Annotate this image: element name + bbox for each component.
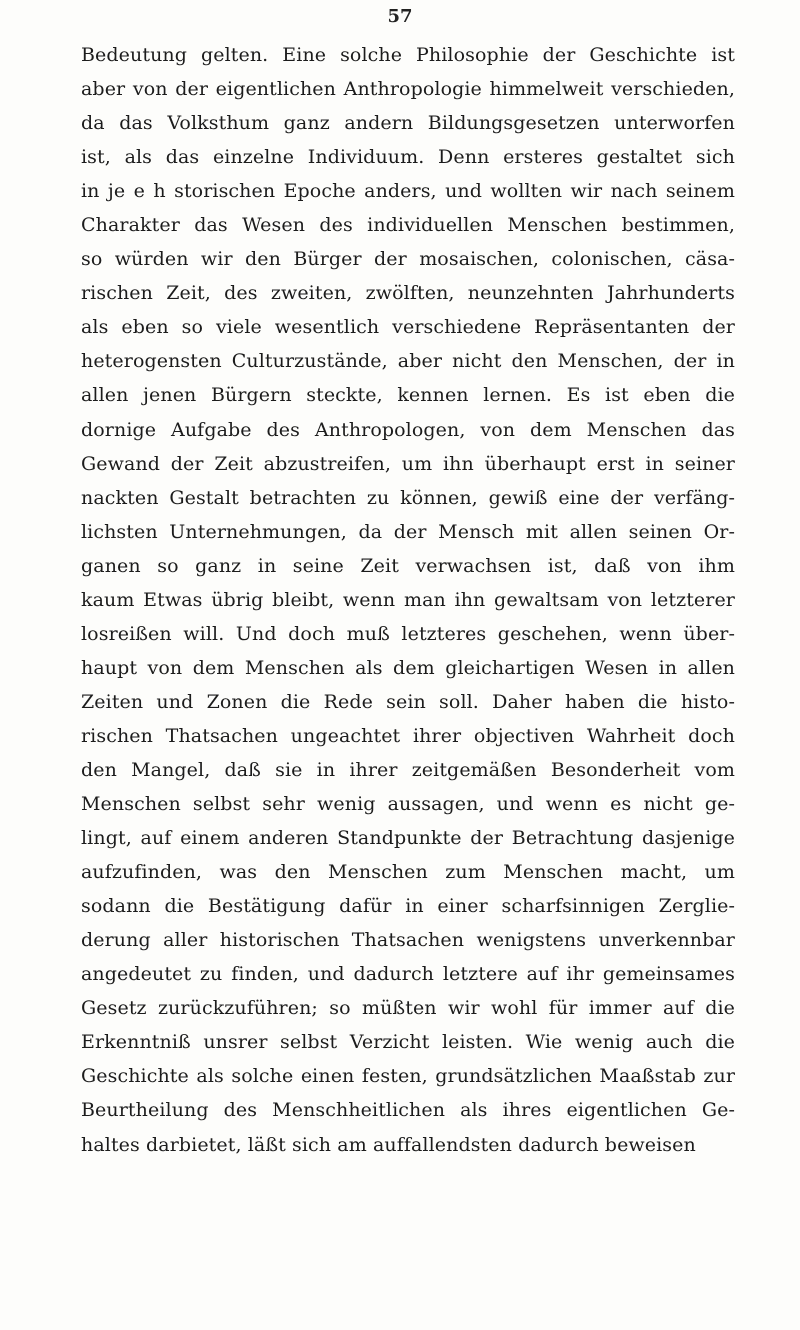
text-line: ganen so ganz in seine Zeit verwachsen ist, daß von ihm <box>81 554 735 577</box>
text-line: angedeutet zu finden, und dadurch letztere auf ihr gemeinsames <box>81 963 735 986</box>
text-line: den Mangel, daß sie in ihrer zeitgemäßen Besonderheit vom <box>81 758 735 781</box>
text-line: so würden wir den Bürger der mosaischen, colonischen, cäsa- <box>81 248 735 271</box>
text-line: da das Volksthum ganz andern Bildungsgesetzen unterworfen <box>81 112 735 135</box>
text-line: Menschen selbst sehr wenig aussagen, und wenn es nicht ge- <box>81 793 735 816</box>
text-line: kaum Etwas übrig bleibt, wenn man ihn gewaltsam von letzterer <box>81 588 735 611</box>
text-line: Gesetz zurückzuführen; so müßten wir wohl für immer auf die <box>81 997 735 1020</box>
text-line: dornige Aufgabe des Anthropologen, von dem Menschen das <box>81 418 735 441</box>
text-line: Bedeutung gelten. Eine solche Philosophie der Geschichte ist <box>81 44 735 66</box>
text-line: sodann die Bestätigung dafür in einer scharfsinnigen Zerglie- <box>81 895 735 918</box>
text-line: Charakter das Wesen des individuellen Menschen bestimmen, <box>81 214 735 237</box>
text-line: aufzufinden, was den Menschen zum Menschen macht, um <box>81 861 735 884</box>
text-line: haltes darbietet, läßt sich am auffallendsten dadurch beweisen <box>81 1133 696 1156</box>
text-line: Erkenntniß unsrer selbst Verzicht leisten. Wie wenig auch die <box>81 1031 735 1054</box>
text-line: nackten Gestalt betrachten zu können, gewiß eine der verfäng- <box>81 486 735 509</box>
text-line: rischen Thatsachen ungeachtet ihrer objectiven Wahrheit doch <box>81 724 735 747</box>
text-line: Beurtheilung des Menschheitlichen als ihres eigentlichen Ge- <box>81 1099 735 1122</box>
text-line: haupt von dem Menschen als dem gleichartigen Wesen in allen <box>81 656 735 679</box>
text-line: lichsten Unternehmungen, da der Mensch mit allen seinen Or- <box>81 520 735 543</box>
text-line: Gewand der Zeit abzustreifen, um ihn überhaupt erst in seiner <box>81 452 735 475</box>
text-line: Zeiten und Zonen die Rede sein soll. Daher haben die histo- <box>81 690 735 713</box>
page-number: 57 <box>387 6 413 27</box>
text-line: rischen Zeit, des zweiten, zwölften, neunzehnten Jahrhunderts <box>81 282 735 305</box>
text-line: als eben so viele wesentlich verschiedene Repräsentanten der <box>81 316 735 339</box>
text-line: derung aller historischen Thatsachen wenigstens unverkennbar <box>81 929 735 952</box>
text-line: aber von der eigentlichen Anthropologie himmelweit verschieden, <box>81 78 735 101</box>
body-text <box>81 38 735 1162</box>
text-line: ist, als das einzelne Individuum. Denn ersteres gestaltet sich <box>81 146 735 169</box>
text-line: allen jenen Bürgern steckte, kennen lernen. Es ist eben die <box>81 384 735 407</box>
text-line: Geschichte als solche einen festen, grundsätzlichen Maaßstab zur <box>81 1065 735 1088</box>
text-line: heterogensten Culturzustände, aber nicht den Menschen, der in <box>81 350 735 373</box>
text-line: in je e h storischen Epoche anders, und wollten wir nach seinem <box>81 180 735 203</box>
text-line: losreißen will. Und doch muß letzteres geschehen, wenn über- <box>81 622 735 645</box>
text-line: lingt, auf einem anderen Standpunkte der Betrachtung dasjenige <box>81 827 735 850</box>
